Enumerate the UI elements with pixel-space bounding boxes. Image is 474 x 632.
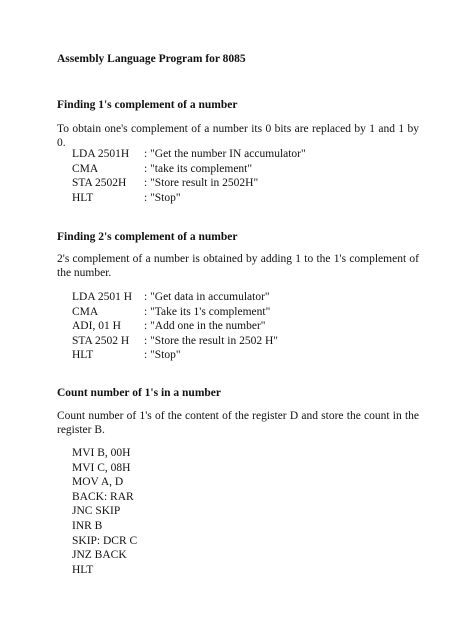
code-instruction: LDA 2501 H — [72, 291, 133, 303]
code-comment: : "Store result in 2502H" — [144, 177, 259, 190]
code-comment: : "Get the number IN accumulator" — [144, 148, 306, 160]
code-comment: : "Add one in the number" — [144, 320, 266, 333]
section-heading-count-ones: Count number of 1's in a number — [57, 387, 222, 399]
code-line: INR B — [72, 519, 103, 532]
section-description-twos-complement: 2's complement of a number is obtained by adding 1 to the 1's complement of the number. — [57, 253, 419, 279]
code-line: JNZ BACK — [72, 549, 127, 562]
code-line: HLT — [72, 563, 94, 576]
code-line: SKIP: DCR C — [72, 534, 138, 547]
code-comment: : "Stop" — [144, 349, 181, 362]
section-heading-ones-complement: Finding 1's complement of a number — [57, 99, 238, 111]
code-instruction: STA 2502H — [72, 177, 127, 190]
code-instruction: HLT — [72, 349, 94, 362]
code-instruction: CMA — [72, 162, 99, 175]
code-line: MVI B, 00H — [72, 447, 131, 459]
code-block-count-ones — [72, 446, 137, 577]
code-comment: : "Store the result in 2502 H" — [144, 334, 278, 347]
code-instruction: ADI, 01 H — [72, 320, 121, 333]
code-line: BACK: RAR — [72, 490, 134, 503]
section-heading-twos-complement: Finding 2's complement of a number — [57, 231, 238, 243]
code-comment: : "Get data in accumulator" — [144, 291, 270, 303]
section-description-ones-complement: To obtain one's complement of a number its 0 bits are replaced by 1 and 1 by 0. — [57, 123, 419, 149]
document-title: Assembly Language Program for 8085 — [57, 53, 246, 65]
code-instruction: HLT — [72, 191, 94, 204]
code-line: MVI C, 08H — [72, 461, 131, 474]
code-line: MOV A, D — [72, 476, 124, 489]
code-comment: : "Take its 1's complement" — [144, 305, 271, 318]
code-instruction: LDA 2501H — [72, 148, 130, 160]
section-description-count-ones: Count number of 1's of the content of the register D and store the count in the register B. — [57, 410, 419, 436]
code-comment: : "Stop" — [144, 191, 181, 204]
code-instruction: STA 2502 H — [72, 334, 130, 347]
code-line: JNC SKIP — [72, 505, 121, 518]
code-comment: : "take its complement" — [144, 162, 253, 175]
code-instruction: CMA — [72, 305, 99, 318]
